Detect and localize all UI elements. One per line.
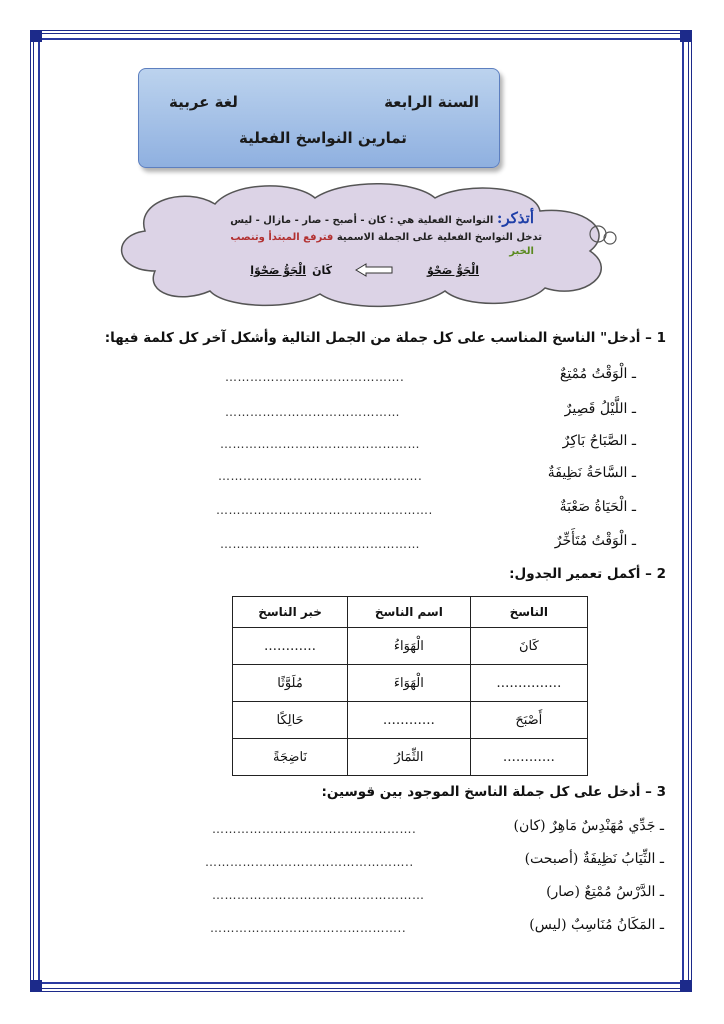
answer-blank[interactable]: ………………………………………… [220,437,420,451]
example-after-verb: كَانَ [312,264,332,277]
nawasikh-table [232,596,588,776]
table-header-row [233,597,588,628]
table-cell: الْهَوَاءُ [348,628,471,665]
column-header: خبر الناسخ [233,597,348,628]
corner-ornament [680,980,692,992]
table-row [233,665,588,702]
table-cell: كَانَ [470,628,587,665]
example-after-rest: الْجَوُّ صَحْوًا [250,264,306,277]
table-cell-blank[interactable]: ………… [348,702,471,739]
answer-blank[interactable]: …………………………………………. [218,469,423,483]
table-cell: أَصْبَحَ [470,702,587,739]
exercise1-heading: 1 – أدخل" الناسخ المناسب على كل جملة من الجمل التالية وأشكل آخر كل كلمة فيها: [104,330,666,346]
subject-label: لغة عربية [169,93,238,111]
answer-blank[interactable]: ………………………………………… [220,537,420,551]
answer-blank[interactable]: ……………………………………. [225,370,405,384]
table-cell-blank[interactable]: …………… [470,665,587,702]
exercise1-sentence: ـ الصَّبَاحُ بَاكِرٌ [562,433,636,449]
reminder-line2-end: فترفع المبتدأ وتنصب [230,232,334,243]
table-row [233,739,588,776]
exercise1-sentence: ـ الْوَقْتُ مُتَأَخِّرٌ [554,533,636,549]
header-banner [138,68,500,168]
example-before: الْجَوُّ صَحْوٌ [426,264,479,277]
column-header: الناسخ [470,597,587,628]
worksheet-title: تمارين النواسخ الفعلية [239,129,407,147]
answer-blank[interactable]: ……………………………………….. [210,921,407,935]
table-cell: مُلَوَّثًا [233,665,348,702]
exercise3-sentence: ـ المَكَانُ مُنَاسِبٌ (ليس) [529,917,664,933]
table-cell: الثِّمَارُ [348,739,471,776]
table-cell: نَاضِجَةً [233,739,348,776]
answer-blank[interactable]: …………………………………………… [212,888,425,902]
answer-blank[interactable]: ………………………………………….. [205,855,414,869]
corner-ornament [30,30,42,42]
reminder-line2-start: تدخل النواسخ الفعلية على الجملة الاسمية [336,232,542,243]
table-row [233,628,588,665]
exercise1-sentence: ـ اللَّيْلُ قَصِيرٌ [564,401,636,417]
table-cell: الْهَوَاءَ [348,665,471,702]
column-header: اسم الناسخ [348,597,471,628]
table-row [233,702,588,739]
answer-blank[interactable]: ……………………………………………. [216,503,433,517]
table-cell-blank[interactable]: ………… [233,628,348,665]
table-cell-blank[interactable]: ………… [470,739,587,776]
exercise1-sentence: ـ الْحَيَاةُ صَعْبَةٌ [559,499,636,515]
exercise3-sentence: ـ الدَّرْسُ مُمْتِعٌ (صار) [546,884,664,900]
exercise1-sentence: ـ السَّاحَةُ نَظِيفَةٌ [547,465,636,481]
exercise2-heading: 2 – أكمل تعمير الجدول: [509,566,666,582]
answer-blank[interactable]: …………………………………… [225,405,400,419]
reminder-label: أتذكر: [496,209,534,227]
reminder-cloud [95,176,635,311]
corner-ornament [30,980,42,992]
exercise3-heading: 3 – أدخل على كل جملة الناسخ الموجود بين قوسين: [321,784,666,800]
exercise3-sentence: ـ الثِّيَابُ نَظِيفَةٌ (أصبحت) [524,851,664,867]
corner-ornament [680,30,692,42]
exercise1-sentence: ـ الْوَقْتُ مُمْتِعٌ [559,366,636,382]
grade-label: السنة الرابعة [384,93,479,111]
answer-blank[interactable]: …………………………………………. [212,822,417,836]
reminder-line3: الخبر [509,246,534,257]
table-cell: حَالِكًا [233,702,348,739]
exercise3-sentence: ـ جَدِّي مُهَنْدِسٌ مَاهِرٌ (كان) [513,818,664,834]
arrow-left-icon [354,262,394,278]
reminder-line1: النواسخ الفعلية هي : كان - أصبح - صار - مازال - ليس [230,215,494,226]
